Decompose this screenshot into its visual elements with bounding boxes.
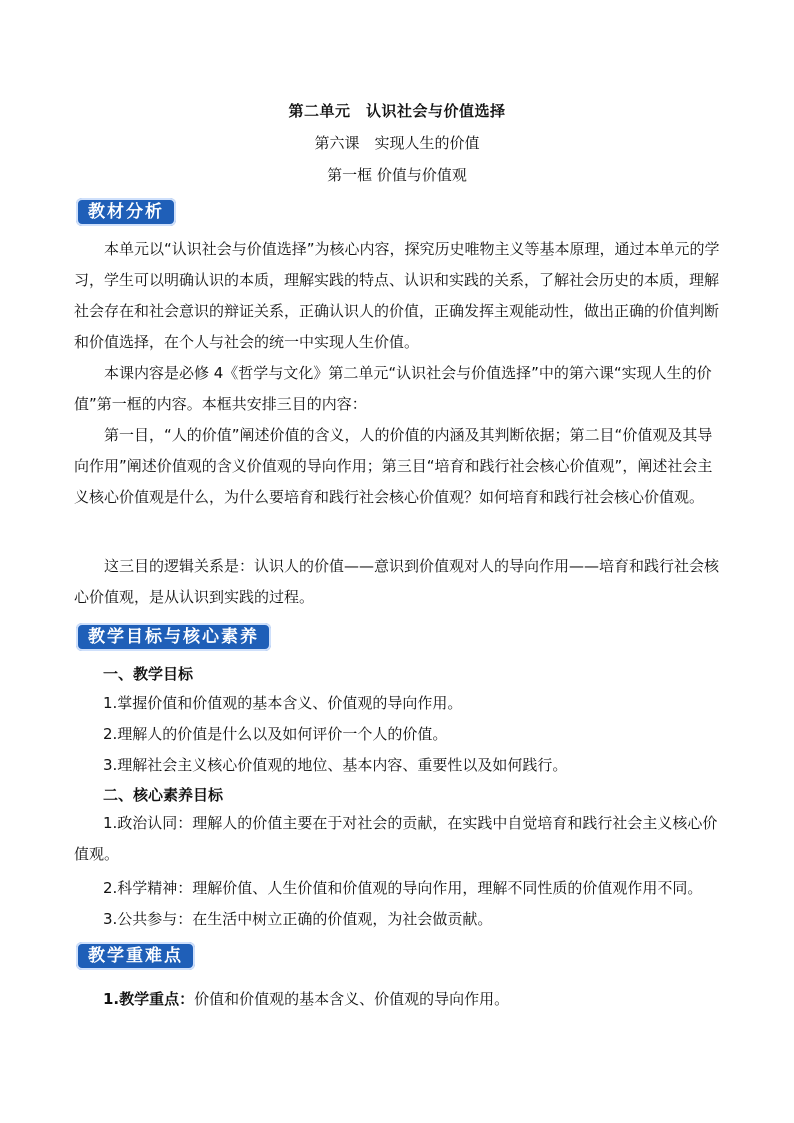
- key-point-1: [103, 988, 509, 1009]
- key-point-1-label: 1.教学重点：: [103, 990, 195, 1008]
- lesson-title: 第六课 实现人生的价值: [314, 134, 480, 152]
- paragraph-logic: 这三目的逻辑关系是：认识人的价值——意识到价值观对人的导向作用——培育和践行社会核心价值观，是从认识到实践的过程。: [74, 557, 720, 606]
- goal-item-3: 3.理解社会主义核心价值观的地位、基本内容、重要性以及如何践行。: [103, 756, 568, 774]
- section-badge-key-points: 教学重难点: [76, 942, 195, 970]
- goal-item-1: 1.掌握价值和价值观的基本含义、价值观的导向作用。: [103, 694, 463, 712]
- heading-teaching-goals: 一、教学目标: [103, 665, 194, 683]
- literacy-item-2: 2.科学精神：理解价值、人生价值和价值观的导向作用，理解不同性质的价值观作用不同。: [103, 879, 703, 897]
- section-badge-teaching-goals: 教学目标与核心素养: [76, 623, 271, 651]
- unit-title: 第二单元 认识社会与价值选择: [288, 102, 506, 120]
- heading-core-literacy: 二、核心素养目标: [103, 786, 224, 804]
- literacy-item-3: 3.公共参与：在生活中树立正确的价值观，为社会做贡献。: [103, 910, 493, 928]
- section-badge-textbook-analysis: 教材分析: [76, 198, 176, 226]
- key-point-1-text: 价值和价值观的基本含义、价值观的导向作用。: [194, 990, 510, 1008]
- paragraph-unit-overview: 本单元以“认识社会与价值选择”为核心内容，探究历史唯物主义等基本原理，通过本单元的学习，学生可以明确认识的本质，理解实践的特点、认识和实践的关系，了解社会历史的本质，理解社会存在和社会意识的辩证关系，正确认识人的价值，正确发挥主观能动性，做出正确的价值判断和价值选择，在个人与社会的统一中实现人生价值。: [74, 240, 720, 351]
- frame-title: 第一框 价值与价值观: [327, 166, 467, 184]
- paragraph-lesson-content: 本课内容是必修 4《哲学与文化》第二单元“认识社会与价值选择”中的第六课“实现人生的价值”第一框的内容。本框共安排三目的内容：: [74, 364, 712, 413]
- goal-item-2: 2.理解人的价值是什么以及如何评价一个人的价值。: [103, 725, 448, 743]
- literacy-item-1: 1.政治认同：理解人的价值主要在于对社会的贡献，在实践中自觉培育和践行社会主义核心价值观。: [74, 814, 718, 863]
- paragraph-three-items: 第一目，“人的价值”阐述价值的含义，人的价值的内涵及其判断依据；第二目“价值观及其导向作用”阐述价值观的含义价值观的导向作用；第三目“培育和践行社会核心价值观”，阐述社会主义核心价值观是什么，为什么要培育和践行社会核心价值观？如何培育和践行社会核心价值观。: [74, 426, 713, 506]
